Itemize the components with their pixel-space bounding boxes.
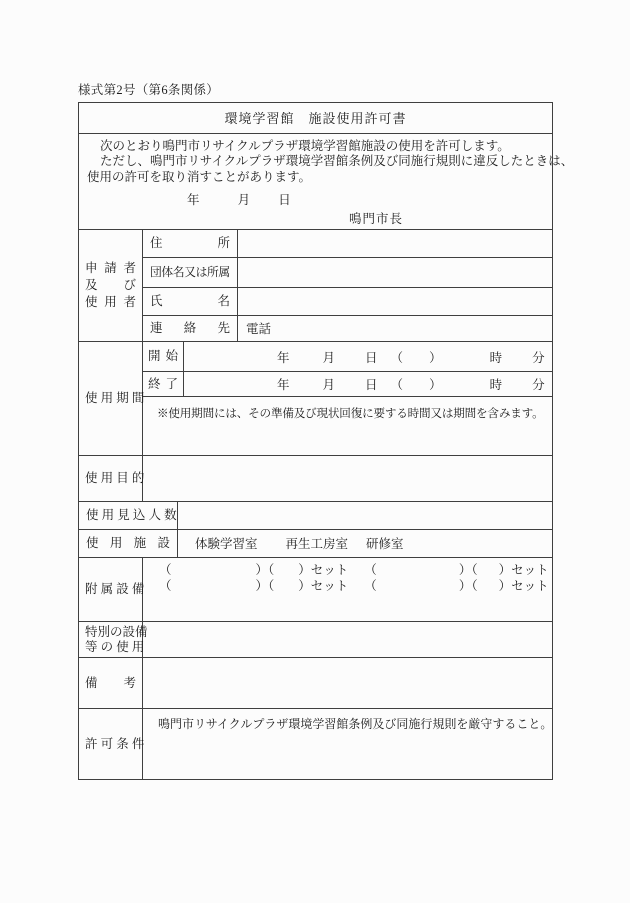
address-label: 住 所 xyxy=(143,230,238,257)
organization-input-area xyxy=(238,258,552,287)
facility-option-2: 再生工房室 xyxy=(285,537,349,552)
applicant-section-label: 申 請 者 及 び 使 用 者 xyxy=(79,230,143,342)
remarks-input-area xyxy=(143,658,552,708)
facility-label: 使 用 施 設 xyxy=(79,530,178,557)
applicant-section xyxy=(79,230,552,343)
title-row xyxy=(79,103,552,134)
usage-period-section xyxy=(79,342,552,456)
period-note-row xyxy=(143,397,552,455)
permit-form-table xyxy=(78,102,574,780)
name-row xyxy=(143,288,552,316)
equipment-row xyxy=(79,558,552,623)
form-number: 様式第2号（第6条関係） xyxy=(78,83,220,97)
day-label: 日 xyxy=(278,193,291,208)
permit-conditions-label: 許 可 条 件 xyxy=(79,709,143,779)
document-title: 環境学習館 施設使用許可書 xyxy=(224,111,407,127)
period-end-datetime: 年 月 日 （ ） 時 分 xyxy=(277,378,545,393)
equipment-line-1: （ ）（ ）セット （ ）（ ）セット xyxy=(159,562,549,577)
headcount-label: 使 用 見 込 人 数 xyxy=(79,502,178,529)
facility-option-1: 体験学習室 xyxy=(195,537,258,552)
permit-conditions-text: 鳴門市リサイクルプラザ環境学習館条例及び同施行規則を厳守すること。 xyxy=(158,717,553,732)
facility-option-3: 研修室 xyxy=(366,537,404,552)
organization-row xyxy=(143,258,552,288)
contact-phone-label: 電話 xyxy=(246,322,272,337)
intro-line-3: 使用の許可を取り消すことがあります。 xyxy=(87,169,312,184)
remarks-row xyxy=(79,658,552,709)
headcount-input-area xyxy=(178,502,552,529)
usage-period-label: 使 用 期 間 xyxy=(79,342,143,455)
intro-line-1: 次のとおり鳴門市リサイクルプラザ環境学習館施設の使用を許可します。 xyxy=(100,138,510,153)
mayor-signature: 鳴門市長 xyxy=(349,212,404,227)
issue-date-line xyxy=(87,193,544,208)
name-label: 氏 名 xyxy=(143,288,238,315)
intro-row xyxy=(79,134,574,230)
period-note: ※使用期間には、その準備及び現状回復に要する時間又は期間を含みます。 xyxy=(157,407,544,421)
equipment-entry-area xyxy=(143,558,552,622)
special-equipment-input-area xyxy=(143,622,552,657)
facility-options xyxy=(178,530,552,557)
period-end-row xyxy=(143,372,552,397)
usage-purpose-input-area xyxy=(143,456,552,501)
usage-purpose-label: 使 用 目 的 xyxy=(79,456,143,501)
organization-label: 団体名又は所属 xyxy=(143,258,238,287)
remarks-label: 備 考 xyxy=(79,658,143,708)
address-input-area xyxy=(238,230,552,257)
contact-label: 連 絡 先 xyxy=(143,316,238,342)
name-input-area xyxy=(238,288,552,315)
period-start-datetime: 年 月 日 （ ） 時 分 xyxy=(277,350,545,365)
facility-row xyxy=(79,530,552,558)
intro-line-2: ただし、鳴門市リサイクルプラザ環境学習館条例及び同施行規則に違反したときは、 xyxy=(100,154,574,169)
equipment-label: 附 属 設 備 xyxy=(79,558,143,622)
period-end-label: 終 了 xyxy=(143,372,184,396)
period-start-row xyxy=(143,342,552,372)
year-label: 年 xyxy=(187,193,200,208)
special-equipment-row xyxy=(79,622,552,658)
address-row xyxy=(143,230,552,258)
contact-row xyxy=(143,316,552,342)
special-equipment-label: 特別の設備 等 の 使 用 xyxy=(79,622,143,657)
headcount-row xyxy=(79,502,552,530)
period-start-label: 開 始 xyxy=(143,342,184,371)
permit-conditions-row xyxy=(79,709,552,779)
month-label: 月 xyxy=(237,193,251,208)
usage-purpose-row xyxy=(79,456,552,502)
equipment-line-2: （ ）（ ）セット （ ）（ ）セット xyxy=(159,578,549,593)
